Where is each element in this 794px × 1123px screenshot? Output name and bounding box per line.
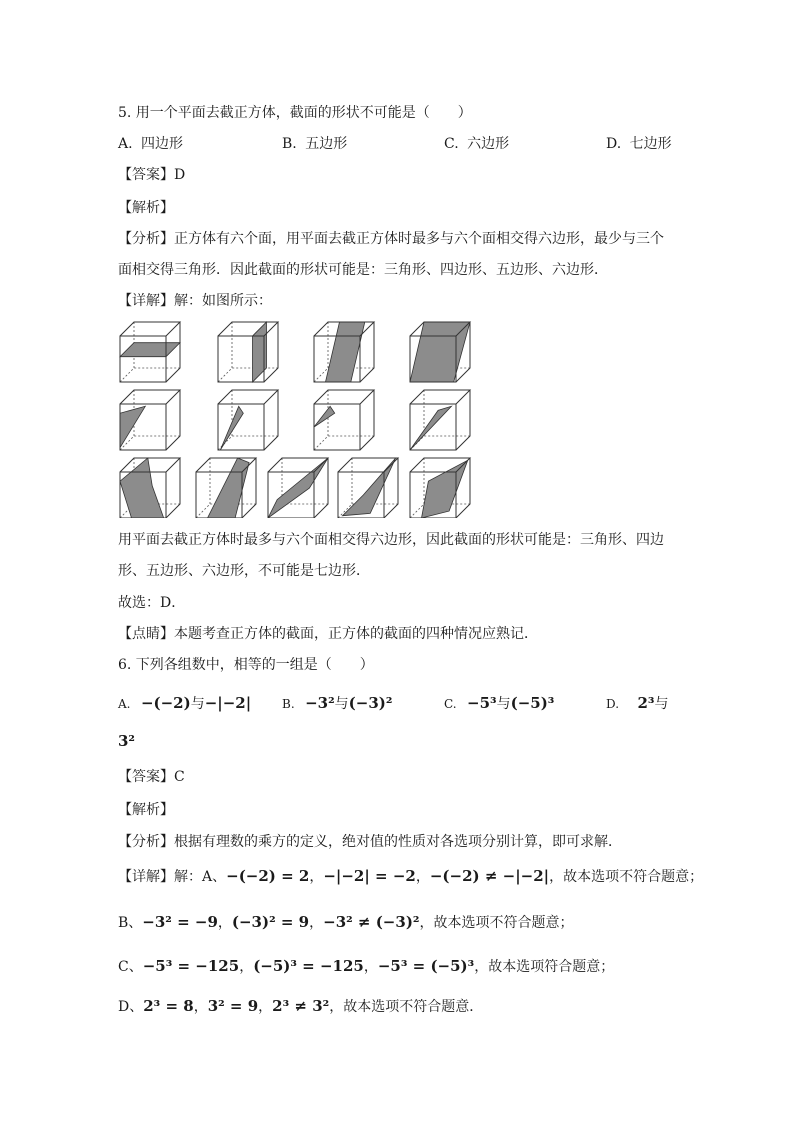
detail-prefix: C、 [118,959,143,975]
cube-9 [120,458,180,518]
detail-suffix: ，故本选项不符合题意； [549,869,704,885]
math-expr: 3² [118,732,136,750]
q6-fenxi: 【分析】根据有理数的乘方的定义，绝对值的性质对各选项分别计算，即可求解． [118,834,622,850]
option-key: B. [282,697,295,711]
q6-option-c [444,694,554,713]
q5-detail-label: 【详解】解：如图所示： [118,293,272,309]
cross-section [120,343,180,357]
detail-prefix: 【详解】解：A、 [118,869,227,885]
cube-1 [120,322,180,382]
cross-section [120,406,145,447]
comma: ， [309,869,324,885]
q5-answer: 【答案】D [118,167,186,183]
detail-prefix: D、 [118,999,144,1015]
q5-option-c [444,135,509,153]
cube-6 [218,390,278,450]
cube-7 [314,390,374,450]
option-text: 六边形 [467,136,510,152]
connector: 与 [334,696,349,712]
cross-section [314,406,335,427]
q6-detail-c [118,957,614,976]
cross-section [343,458,396,516]
cross-section [422,460,468,518]
connector: 与 [190,696,205,712]
math-expr: −5³ = −125 [142,957,240,975]
comma: ， [239,959,254,975]
cube-12 [338,458,398,518]
option-text: 七边形 [629,136,672,152]
q5-dianjing: 【点睛】本题考查正方体的截面，正方体的截面的四种情况应熟记． [118,626,538,642]
cube-5 [120,390,180,450]
math-expr: −5³ [467,694,497,712]
math-expr: −5³ = (−5)³ [377,957,475,975]
comma: ， [415,869,430,885]
connector: 与 [654,696,669,712]
cube-8 [410,390,470,450]
q5-fenxi-line2: 面相交得三角形．因此截面的形状可能是：三角形、四边形、五边形、六边形． [118,262,608,278]
option-text: 五边形 [305,136,348,152]
detail-suffix: ，故本选项符合题意； [474,959,615,975]
q5-option-a [118,135,183,153]
q6-detail-a [118,867,703,886]
q6-option-d [606,694,668,713]
math-expr: −(−2) ≠ −|−2| [429,867,550,885]
q5-fenxi-line1: 【分析】正方体有六个面，用平面去截正方体时最多与六个面相交得六边形，最少与三个 [118,231,664,247]
cross-section [410,406,451,450]
math-expr: −|−2| = −2 [323,867,416,885]
math-expr: −(−2) = 2 [226,867,310,885]
q6-answer: 【答案】C [118,769,185,785]
math-expr: −3² ≠ (−3)² [323,913,420,931]
math-expr: (−5)³ [510,694,555,712]
comma: ， [309,915,324,931]
q5-stem: 5. 用一个平面去截正方体，截面的形状不可能是（ ） [118,105,472,121]
comma: ， [217,915,232,931]
option-key: D. [606,697,620,711]
cross-section [220,406,243,450]
math-expr: 2³ = 8 [143,997,194,1015]
q5-option-d [606,135,672,153]
q6-detail-b [118,913,573,932]
math-expr: −3² = −9 [142,913,218,931]
cube-11 [268,458,328,518]
math-expr: 3² = 9 [207,997,259,1015]
cross-section [208,458,250,518]
cross-section [120,458,164,518]
option-text: 四边形 [141,136,184,152]
q6-option-d-wrap [118,732,135,751]
option-key: A. [118,697,131,711]
comma: ， [193,999,208,1015]
math-expr: −(−2) [140,694,191,712]
connector: 与 [496,696,511,712]
math-expr: 2³ [637,694,655,712]
q6-option-b [282,694,392,713]
q6-stem: 6. 下列各组数中，相等的一组是（ ） [118,657,374,673]
math-expr: (−3)² = 9 [231,913,310,931]
cross-section [326,322,365,382]
comma: ， [363,959,378,975]
q6-detail-d [118,997,483,1016]
math-expr: −|−2| [204,694,252,712]
q5-conclusion-line2: 形、五边形、六边形，不可能是七边形． [118,563,370,579]
option-key: C. [444,136,459,152]
math-expr: (−5)³ = −125 [253,957,364,975]
cube-3 [314,322,374,382]
cube-13 [410,458,470,518]
comma: ， [258,999,273,1015]
math-expr: (−3)² [348,694,393,712]
detail-suffix: ，故本选项不符合题意． [329,999,484,1015]
option-key: A. [118,136,133,152]
cube-4 [410,322,470,382]
q6-analysis-label: 【解析】 [118,802,174,818]
option-key: B. [282,136,297,152]
option-key: D. [606,136,622,152]
q5-conclusion-line1: 用平面去截正方体时最多与六个面相交得六边形，因此截面的形状可能是：三角形、四边 [118,532,664,548]
option-key: C. [444,697,457,711]
q6-option-a [118,694,251,713]
detail-suffix: ，故本选项不符合题意； [419,915,574,931]
cube-2 [218,322,278,382]
math-expr: 2³ ≠ 3² [272,997,330,1015]
math-expr: −3² [305,694,335,712]
cube-10 [196,458,256,518]
q5-choice: 故选：D． [118,595,186,611]
q5-option-b [282,135,347,153]
q5-analysis-label: 【解析】 [118,200,174,216]
detail-prefix: B、 [118,915,143,931]
cube-cross-section-figure [118,318,478,518]
